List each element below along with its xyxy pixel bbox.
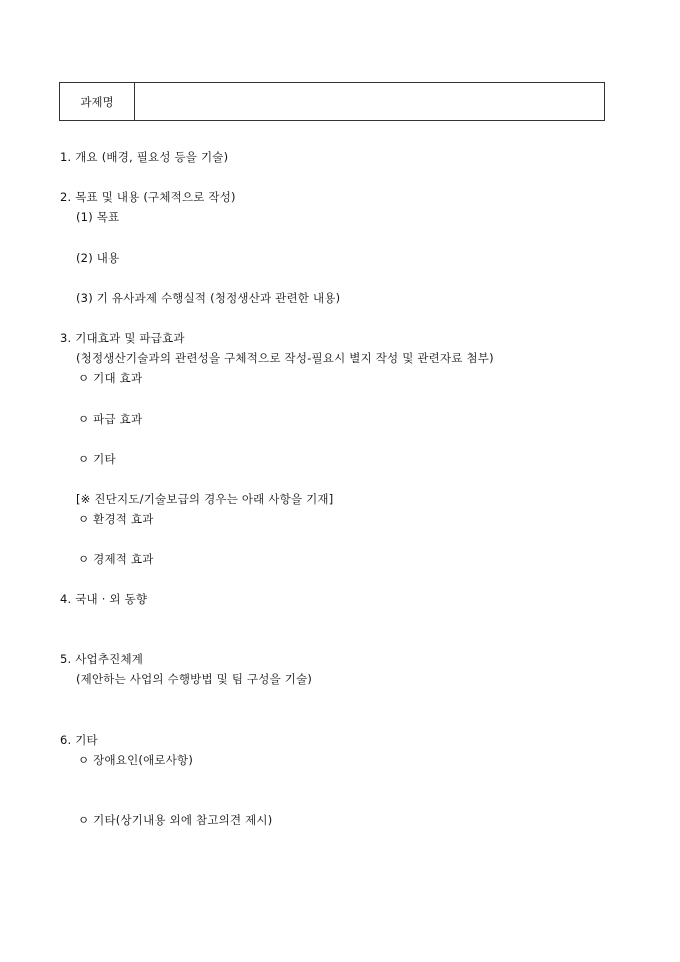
bullet-ripple-effect: ㅇ 파급 효과 [78, 412, 143, 426]
bullet-other-opinions: ㅇ 기타(상기내용 외에 참고의견 제시) [78, 813, 273, 827]
section-1-heading: 1. 개요 (배경, 필요성 등을 기술) [60, 150, 229, 164]
subsection-content: (2) 내용 [76, 251, 120, 265]
subsection-goal: (1) 목표 [76, 210, 120, 224]
section-3-note: (청정생산기술과의 관련성을 구체적으로 작성-필요시 별지 작성 및 관련자료 첨부) [76, 351, 494, 365]
section-6-heading: 6. 기타 [60, 733, 98, 747]
bullet-environmental-effect: ㅇ 환경적 효과 [78, 512, 154, 526]
subsection-prior-projects: (3) 기 유사과제 수행실적 (청정생산과 관련한 내용) [76, 291, 341, 305]
project-title-field[interactable] [135, 83, 604, 120]
section-2-heading: 2. 목표 및 내용 (구체적으로 작성) [60, 190, 236, 204]
section-4-heading: 4. 국내 · 외 동향 [60, 592, 148, 606]
section-3-heading: 3. 기대효과 및 파급효과 [60, 331, 185, 345]
project-title-label: 과제명 [60, 83, 135, 120]
section-5-heading: 5. 사업추진체계 [60, 652, 144, 666]
section-5-note: (제안하는 사업의 수행방법 및 팀 구성을 기술) [76, 672, 313, 686]
bullet-obstacles: ㅇ 장애요인(애로사항) [78, 753, 194, 767]
project-title-table [59, 82, 605, 121]
bullet-other: ㅇ 기타 [78, 452, 116, 466]
bullet-expected-effect: ㅇ 기대 효과 [78, 371, 143, 385]
diagnosis-note: [※ 진단지도/기술보급의 경우는 아래 사항을 기재] [76, 492, 334, 506]
bullet-economic-effect: ㅇ 경제적 효과 [78, 552, 154, 566]
